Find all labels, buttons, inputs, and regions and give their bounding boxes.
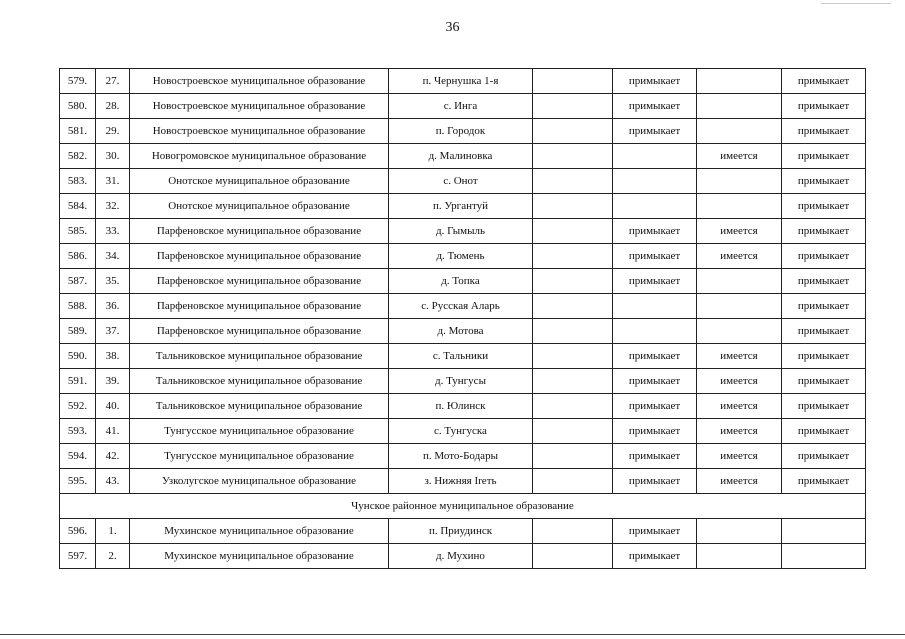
cell-col-4: примыкает xyxy=(782,269,866,294)
cell-sub-number: 33. xyxy=(96,219,130,244)
cell-col-2: примыкает xyxy=(613,544,697,569)
cell-settlement: с. Инга xyxy=(389,94,533,119)
cell-col-3 xyxy=(697,194,782,219)
table-row xyxy=(60,294,866,319)
cell-row-number: 580. xyxy=(60,94,96,119)
cell-col-1 xyxy=(533,544,613,569)
cell-col-4: примыкает xyxy=(782,69,866,94)
cell-col-3: имеется xyxy=(697,419,782,444)
cell-col-1 xyxy=(533,94,613,119)
cell-settlement: п. Юлинск xyxy=(389,394,533,419)
section-body xyxy=(60,494,866,519)
cell-row-number: 594. xyxy=(60,444,96,469)
cell-col-1 xyxy=(533,219,613,244)
table-row xyxy=(60,319,866,344)
cell-col-2: примыкает xyxy=(613,344,697,369)
cell-col-3 xyxy=(697,119,782,144)
cell-col-2: примыкает xyxy=(613,519,697,544)
bottom-edge-rule xyxy=(0,634,905,635)
cell-col-1 xyxy=(533,344,613,369)
cell-col-1 xyxy=(533,294,613,319)
cell-sub-number: 40. xyxy=(96,394,130,419)
cell-sub-number: 29. xyxy=(96,119,130,144)
cell-sub-number: 36. xyxy=(96,294,130,319)
table-row xyxy=(60,219,866,244)
cell-sub-number: 38. xyxy=(96,344,130,369)
cell-col-2 xyxy=(613,294,697,319)
table-row xyxy=(60,344,866,369)
cell-col-1 xyxy=(533,69,613,94)
cell-col-1 xyxy=(533,419,613,444)
cell-col-2 xyxy=(613,144,697,169)
cell-col-3 xyxy=(697,94,782,119)
cell-col-1 xyxy=(533,144,613,169)
cell-municipality: Новогромовское муниципальное образование xyxy=(130,144,389,169)
cell-settlement: п. Ургантуй xyxy=(389,194,533,219)
cell-municipality: Тунгусское муниципальное образование xyxy=(130,419,389,444)
cell-sub-number: 37. xyxy=(96,319,130,344)
cell-col-2: примыкает xyxy=(613,394,697,419)
cell-row-number: 593. xyxy=(60,419,96,444)
cell-col-4: примыкает xyxy=(782,419,866,444)
cell-col-3 xyxy=(697,544,782,569)
cell-municipality: Узколугское муниципальное образование xyxy=(130,469,389,494)
cell-municipality: Парфеновское муниципальное образование xyxy=(130,219,389,244)
cell-col-3: имеется xyxy=(697,444,782,469)
cell-row-number: 591. xyxy=(60,369,96,394)
cell-sub-number: 30. xyxy=(96,144,130,169)
cell-col-3: имеется xyxy=(697,344,782,369)
table-row xyxy=(60,419,866,444)
cell-col-4: примыкает xyxy=(782,169,866,194)
cell-row-number: 586. xyxy=(60,244,96,269)
cell-row-number: 579. xyxy=(60,69,96,94)
cell-municipality: Новостроевское муниципальное образование xyxy=(130,69,389,94)
cell-settlement: д. Мотова xyxy=(389,319,533,344)
cell-col-1 xyxy=(533,194,613,219)
cell-col-3 xyxy=(697,294,782,319)
cell-col-4: примыкает xyxy=(782,294,866,319)
table-row xyxy=(60,244,866,269)
cell-municipality: Онотское муниципальное образование xyxy=(130,194,389,219)
cell-municipality: Тальниковское муниципальное образование xyxy=(130,394,389,419)
cell-col-4: примыкает xyxy=(782,344,866,369)
top-edge-rule xyxy=(821,3,891,4)
cell-settlement: с. Тунгуска xyxy=(389,419,533,444)
cell-municipality: Парфеновское муниципальное образование xyxy=(130,244,389,269)
cell-row-number: 587. xyxy=(60,269,96,294)
cell-row-number: 584. xyxy=(60,194,96,219)
cell-col-4 xyxy=(782,544,866,569)
table-row xyxy=(60,94,866,119)
cell-municipality: Мухинское муниципальное образование xyxy=(130,519,389,544)
cell-col-4: примыкает xyxy=(782,369,866,394)
cell-col-1 xyxy=(533,319,613,344)
cell-col-3: имеется xyxy=(697,369,782,394)
cell-sub-number: 28. xyxy=(96,94,130,119)
page-number: 36 xyxy=(445,20,460,35)
cell-municipality: Парфеновское муниципальное образование xyxy=(130,269,389,294)
cell-municipality: Тальниковское муниципальное образование xyxy=(130,369,389,394)
cell-col-1 xyxy=(533,469,613,494)
cell-col-2 xyxy=(613,194,697,219)
table-body-before xyxy=(60,69,866,494)
cell-col-2 xyxy=(613,319,697,344)
table-row xyxy=(60,194,866,219)
cell-col-3 xyxy=(697,519,782,544)
cell-row-number: 589. xyxy=(60,319,96,344)
cell-col-2: примыкает xyxy=(613,369,697,394)
cell-row-number: 585. xyxy=(60,219,96,244)
cell-col-4: примыкает xyxy=(782,244,866,269)
cell-municipality: Парфеновское муниципальное образование xyxy=(130,294,389,319)
cell-col-4 xyxy=(782,519,866,544)
table-row xyxy=(60,119,866,144)
cell-municipality: Онотское муниципальное образование xyxy=(130,169,389,194)
cell-settlement: д. Мухино xyxy=(389,544,533,569)
table-row xyxy=(60,69,866,94)
cell-col-3: имеется xyxy=(697,469,782,494)
cell-settlement: д. Топка xyxy=(389,269,533,294)
cell-municipality: Парфеновское муниципальное образование xyxy=(130,319,389,344)
cell-col-4: примыкает xyxy=(782,394,866,419)
table-row xyxy=(60,369,866,394)
cell-col-1 xyxy=(533,394,613,419)
cell-sub-number: 41. xyxy=(96,419,130,444)
cell-row-number: 596. xyxy=(60,519,96,544)
cell-settlement: з. Нижняя Ireть xyxy=(389,469,533,494)
cell-municipality: Мухинское муниципальное образование xyxy=(130,544,389,569)
cell-col-4: примыкает xyxy=(782,444,866,469)
cell-sub-number: 32. xyxy=(96,194,130,219)
cell-col-2: примыкает xyxy=(613,269,697,294)
table-row xyxy=(60,544,866,569)
cell-settlement: д. Малиновка xyxy=(389,144,533,169)
cell-sub-number: 42. xyxy=(96,444,130,469)
cell-col-3 xyxy=(697,69,782,94)
cell-sub-number: 31. xyxy=(96,169,130,194)
cell-settlement: с. Онот xyxy=(389,169,533,194)
cell-col-3 xyxy=(697,169,782,194)
cell-col-2: примыкает xyxy=(613,69,697,94)
cell-row-number: 588. xyxy=(60,294,96,319)
cell-settlement: с. Русская Аларь xyxy=(389,294,533,319)
cell-municipality: Новостроевское муниципальное образование xyxy=(130,94,389,119)
table-row xyxy=(60,519,866,544)
cell-col-2: примыкает xyxy=(613,119,697,144)
cell-row-number: 590. xyxy=(60,344,96,369)
cell-col-1 xyxy=(533,519,613,544)
table-row xyxy=(60,269,866,294)
cell-col-4: примыкает xyxy=(782,469,866,494)
section-header-row xyxy=(60,494,866,519)
cell-col-4: примыкает xyxy=(782,219,866,244)
cell-settlement: п. Чернушка 1-я xyxy=(389,69,533,94)
cell-col-3: имеется xyxy=(697,394,782,419)
cell-col-2: примыкает xyxy=(613,444,697,469)
cell-sub-number: 34. xyxy=(96,244,130,269)
table-row xyxy=(60,394,866,419)
cell-col-1 xyxy=(533,169,613,194)
cell-municipality: Тальниковское муниципальное образование xyxy=(130,344,389,369)
cell-row-number: 595. xyxy=(60,469,96,494)
cell-col-1 xyxy=(533,269,613,294)
cell-settlement: п. Мото-Бодары xyxy=(389,444,533,469)
cell-sub-number: 35. xyxy=(96,269,130,294)
cell-settlement: п. Приудинск xyxy=(389,519,533,544)
section-title: Чунское районное муниципальное образование xyxy=(60,494,866,519)
cell-col-2: примыкает xyxy=(613,244,697,269)
cell-col-3 xyxy=(697,269,782,294)
cell-sub-number: 43. xyxy=(96,469,130,494)
cell-col-3: имеется xyxy=(697,144,782,169)
cell-col-3: имеется xyxy=(697,219,782,244)
cell-col-4: примыкает xyxy=(782,144,866,169)
table-row xyxy=(60,169,866,194)
cell-sub-number: 27. xyxy=(96,69,130,94)
cell-col-3: имеется xyxy=(697,244,782,269)
settlements-table xyxy=(59,68,866,569)
table-row xyxy=(60,469,866,494)
cell-settlement: д. Тюмень xyxy=(389,244,533,269)
cell-col-3 xyxy=(697,319,782,344)
table-body-after xyxy=(60,519,866,569)
table-row xyxy=(60,444,866,469)
cell-sub-number: 2. xyxy=(96,544,130,569)
table-row xyxy=(60,144,866,169)
cell-col-2: примыкает xyxy=(613,419,697,444)
cell-col-2: примыкает xyxy=(613,469,697,494)
cell-sub-number: 39. xyxy=(96,369,130,394)
cell-settlement: д. Гымыль xyxy=(389,219,533,244)
cell-col-1 xyxy=(533,119,613,144)
cell-col-1 xyxy=(533,369,613,394)
cell-col-4: примыкает xyxy=(782,94,866,119)
cell-col-4: примыкает xyxy=(782,319,866,344)
cell-col-2 xyxy=(613,169,697,194)
cell-row-number: 592. xyxy=(60,394,96,419)
cell-municipality: Новостроевское муниципальное образование xyxy=(130,119,389,144)
cell-col-2: примыкает xyxy=(613,219,697,244)
cell-col-1 xyxy=(533,244,613,269)
cell-row-number: 583. xyxy=(60,169,96,194)
cell-settlement: с. Тальники xyxy=(389,344,533,369)
cell-sub-number: 1. xyxy=(96,519,130,544)
cell-row-number: 582. xyxy=(60,144,96,169)
cell-col-1 xyxy=(533,444,613,469)
cell-municipality: Тунгусское муниципальное образование xyxy=(130,444,389,469)
cell-row-number: 597. xyxy=(60,544,96,569)
cell-settlement: п. Городок xyxy=(389,119,533,144)
cell-row-number: 581. xyxy=(60,119,96,144)
cell-col-4: примыкает xyxy=(782,119,866,144)
cell-col-4: примыкает xyxy=(782,194,866,219)
cell-col-2: примыкает xyxy=(613,94,697,119)
cell-settlement: д. Тунгусы xyxy=(389,369,533,394)
